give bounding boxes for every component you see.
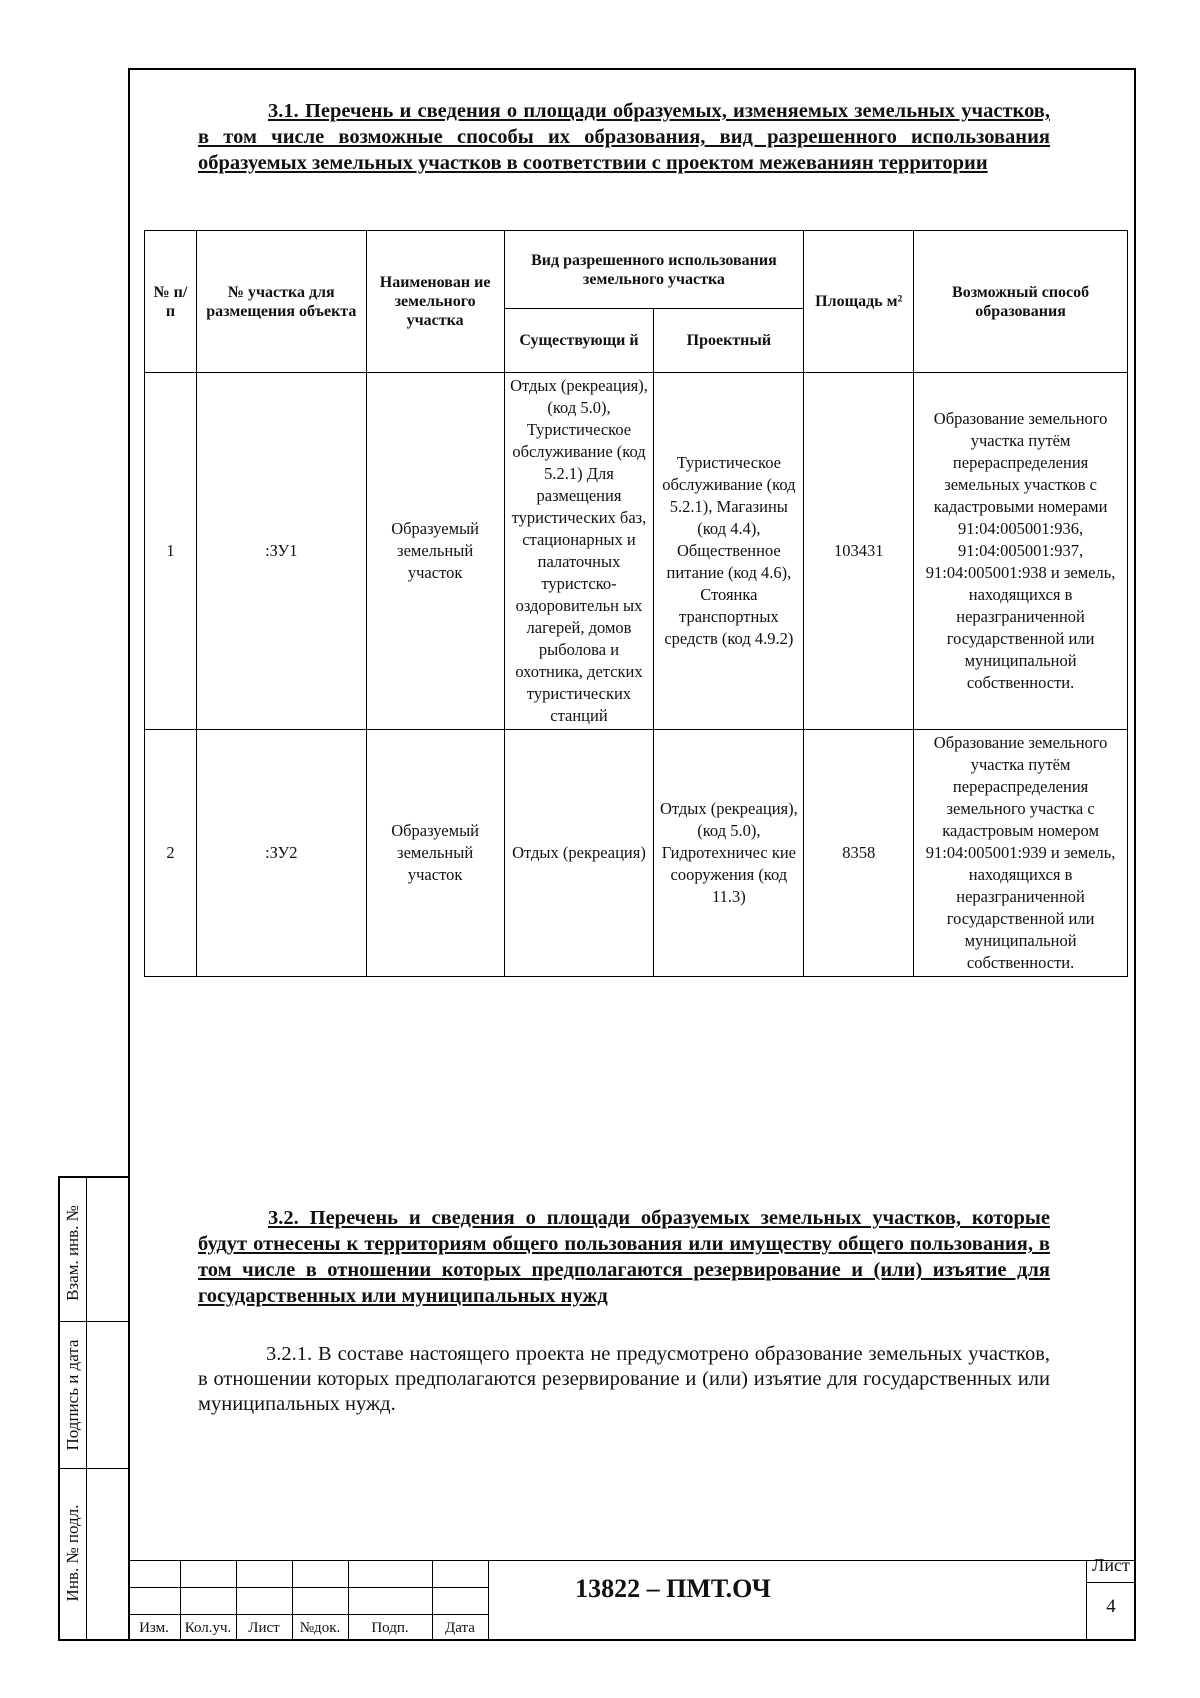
cell-existing: Отдых (рекреация)	[504, 730, 654, 977]
th-use-group: Вид разрешенного использования земельного участка	[504, 231, 804, 309]
paragraph-3-2-1: 3.2.1. В составе настоящего проекта не предусмотрено образование земельных участков, в отношении которых предполагаются резервирование и (или) изъятие для государственных или муниципальных нужд.	[198, 1343, 1050, 1415]
cell-existing: Отдых (рекреация), (код 5.0), Туристическое обслуживание (код 5.2.1) Для размещения туристических баз, стационарных и палаточных туристско-оздоровительн ых лагерей, домов рыболова и охотника, детских туристических станций	[504, 373, 654, 730]
left-margin-strip	[58, 1176, 128, 1641]
document-code: 13822 – ПМТ.ОЧ	[575, 1574, 771, 1603]
th-plot-num: № участка для размещения объекта	[196, 231, 366, 373]
table-row	[145, 373, 1128, 730]
plots-table	[144, 230, 1128, 977]
heading-3-1: 3.1. Перечень и сведения о площади образуемых, изменяемых земельных участков, в том числе возможные способы их образования, вид разрешенного использования образуемых земельных участков в соответствии с проектом межеваниян территории	[198, 100, 1050, 174]
cell-num: 2	[145, 730, 197, 977]
stamp-kol-uch: Кол.уч.	[184, 1620, 232, 1636]
cell-project: Туристическое обслуживание (код 5.2.1), Магазины (код 4.4), Общественное питание (код 4.6), Стоянка транспортных средств (код 4.9.2)	[654, 373, 804, 730]
stamp-list: Лист	[248, 1620, 280, 1636]
cell-area: 103431	[804, 373, 914, 730]
th-num: № п/п	[145, 231, 197, 373]
table-row	[145, 730, 1128, 977]
th-existing: Существующи й	[504, 309, 654, 373]
th-method: Возможный способ образования	[914, 231, 1128, 373]
stamp-podp: Подп.	[371, 1620, 409, 1636]
th-name: Наименован ие земельного участка	[366, 231, 504, 373]
title-block	[128, 1555, 1136, 1641]
stamp-izm: Изм.	[139, 1620, 169, 1636]
th-area: Площадь м²	[804, 231, 914, 373]
sheet-number: 4	[1106, 1596, 1116, 1617]
cell-plot: :ЗУ2	[196, 730, 366, 977]
stamp-data: Дата	[445, 1620, 475, 1636]
cell-plot: :ЗУ1	[196, 373, 366, 730]
cell-project: Отдых (рекреация), (код 5.0), Гидротехничес кие сооружения (код 11.3)	[654, 730, 804, 977]
cell-area: 8358	[804, 730, 914, 977]
label-vzam-inv: Взам. инв. №	[63, 1205, 82, 1301]
heading-3-2: 3.2. Перечень и сведения о площади образуемых земельных участков, которые будут отнесены к территориям общего пользования или имуществу общего пользования, в том числе в отношении которых предполагаются резервирование и (или) изъятие для государственных или муниципальных нужд	[198, 1207, 1050, 1307]
cell-name: Образуемый земельный участок	[366, 373, 504, 730]
cell-method: Образование земельного участка путём перераспределения земельных участков с кадастровыми номерами 91:04:005001:936, 91:04:005001:937, 91:04:005001:938 и земель, находящихся в неразграниченной государственной или муниципальной собственности.	[914, 373, 1128, 730]
th-project: Проектный	[654, 309, 804, 373]
sheet-label: Лист	[1092, 1555, 1130, 1575]
cell-num: 1	[145, 373, 197, 730]
label-inv-orig: Инв. № подл.	[63, 1504, 82, 1602]
label-sign-date: Подпись и дата	[63, 1339, 82, 1451]
stamp-ndok: №док.	[299, 1620, 341, 1636]
cell-method: Образование земельного участка путём перераспределения земельного участка с кадастровым номером 91:04:005001:939 и земель, находящихся в неразграниченной государственной или муниципальной собственности.	[914, 730, 1128, 977]
cell-name: Образуемый земельный участок	[366, 730, 504, 977]
